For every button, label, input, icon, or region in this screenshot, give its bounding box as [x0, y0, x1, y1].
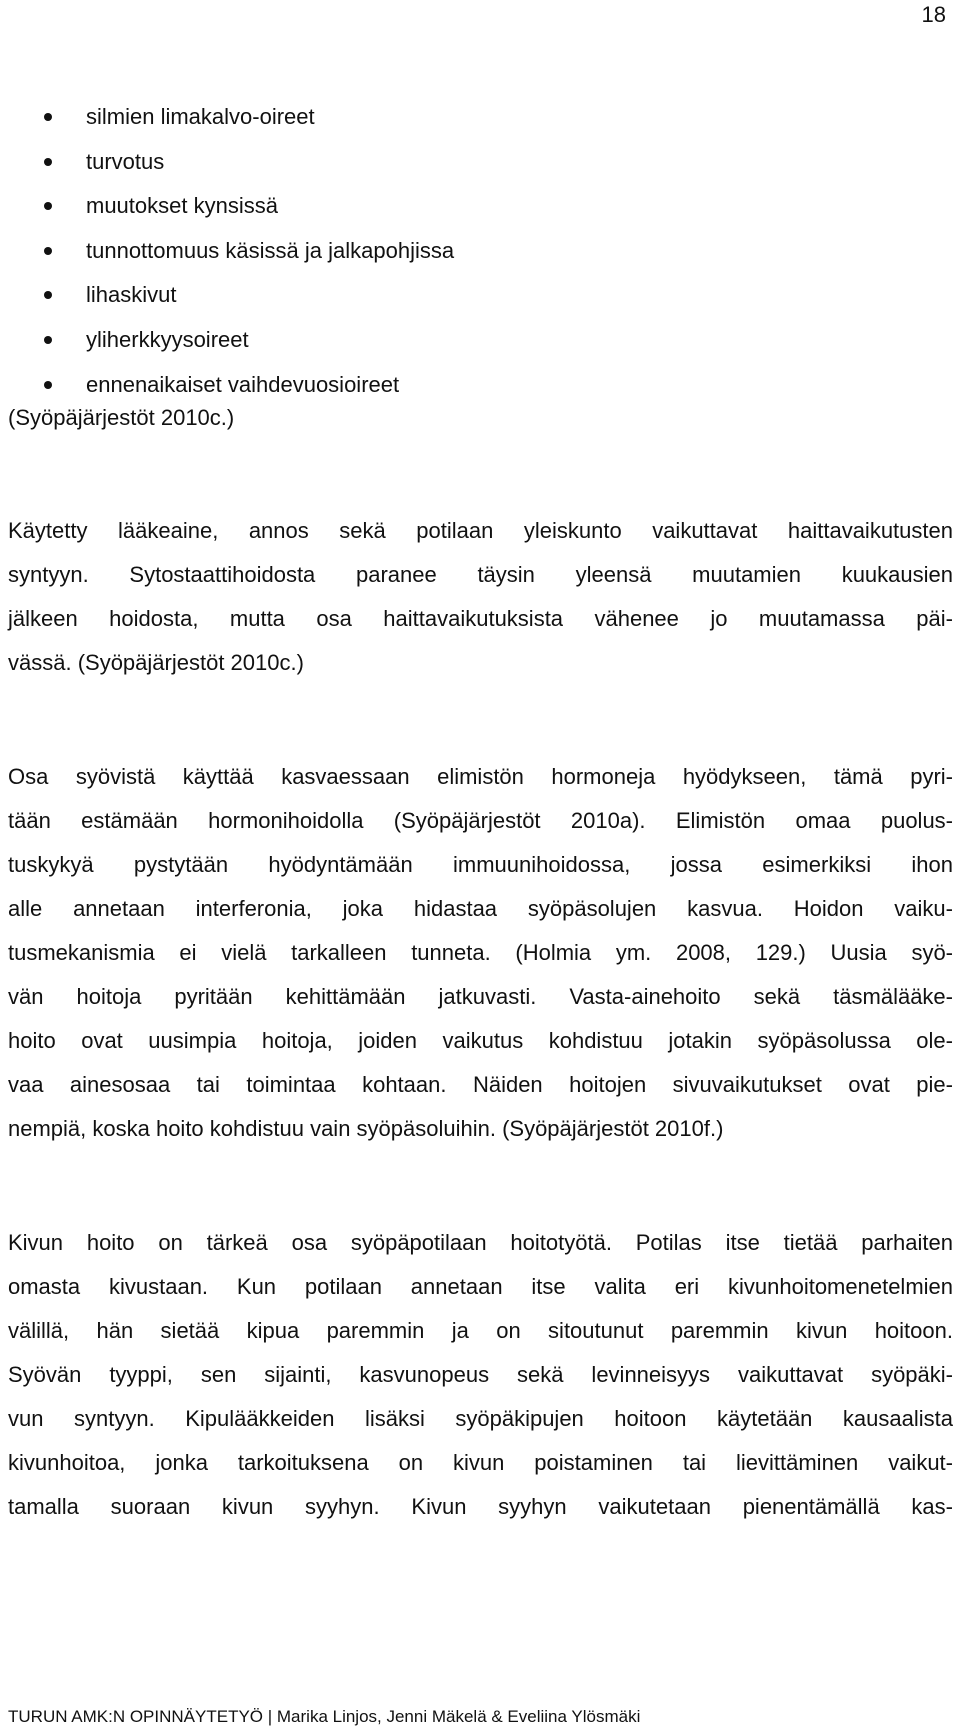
page-number: 18	[921, 2, 946, 27]
bullet-icon	[44, 158, 52, 166]
paragraph-line: tamalla suoraan kivun syyhyn. Kivun syyhyn vaikutetaan pienentämällä kas-	[8, 1494, 953, 1519]
paragraph-line: tuskykyä pystytään hyödyntämään immuunihoidossa, jossa esimerkiksi ihon	[8, 852, 953, 877]
paragraph-line: nempiä, koska hoito kohdistuu vain syöpäsoluihin. (Syöpäjärjestöt 2010f.)	[8, 1116, 724, 1141]
paragraph-line: välillä, hän sietää kipua paremmin ja on sitoutunut paremmin kivun hoitoon.	[8, 1318, 953, 1343]
bullet-icon	[44, 202, 52, 210]
paragraph-line: Syövän tyyppi, sen sijainti, kasvunopeus sekä levinneisyys vaikuttavat syöpäki-	[8, 1362, 953, 1387]
list-item-text: lihaskivut	[86, 282, 177, 308]
paragraph-line: vaa ainesosaa tai toimintaa kohtaan. Näiden hoitojen sivuvaikutukset ovat pie-	[8, 1072, 953, 1097]
bullet-icon	[44, 113, 52, 121]
list-item-text: muutokset kynsissä	[86, 193, 278, 219]
paragraph-line: vun syntyyn. Kipulääkkeiden lisäksi syöpäkipujen hoitoon käytetään kausaalista	[8, 1406, 953, 1431]
list-item-text: silmien limakalvo-oireet	[86, 104, 315, 129]
paragraph-line: tusmekanismia ei vielä tarkalleen tunneta. (Holmia ym. 2008, 129.) Uusia syö-	[8, 940, 953, 965]
bullet-icon	[44, 291, 52, 299]
paragraph-line: kivunhoitoa, jonka tarkoituksena on kivun poistaminen tai lievittäminen vaikut-	[8, 1450, 953, 1475]
bullet-icon	[44, 336, 52, 344]
paragraph-line: hoito ovat uusimpia hoitoja, joiden vaikutus kohdistuu jotakin syöpäsolussa ole-	[8, 1028, 953, 1053]
paragraph-line: vän hoitoja pyritään kehittämään jatkuvasti. Vasta-ainehoito sekä täsmälääke-	[8, 984, 953, 1009]
list-item-text: turvotus	[86, 148, 165, 174]
paragraph-line: vässä. (Syöpäjärjestöt 2010c.)	[8, 650, 304, 675]
paragraph-line: Kivun hoito on tärkeä osa syöpäpotilaan hoitotyötä. Potilas itse tietää parhaiten	[8, 1230, 953, 1255]
paragraph-line: omasta kivustaan. Kun potilaan annetaan itse valita eri kivunhoitomenetelmien	[8, 1274, 953, 1299]
paragraph-line: Käytetty lääkeaine, annos sekä potilaan yleiskunto vaikuttavat haittavaikutusten	[8, 518, 953, 543]
paragraph-line: Osa syövistä käyttää kasvaessaan elimistön hormoneja hyödykseen, tämä pyri-	[8, 764, 953, 789]
bullet-icon	[44, 381, 52, 389]
paragraph-line: alle annetaan interferonia, joka hidastaa syöpäsolujen kasvua. Hoidon vaiku-	[8, 896, 953, 921]
bullet-icon	[44, 247, 52, 255]
paragraph-line: syntyyn. Sytostaattihoidosta paranee täysin yleensä muutamien kuukausien	[8, 562, 953, 587]
paragraph-line: jälkeen hoidosta, mutta osa haittavaikutuksista vähenee jo muutamassa päi-	[8, 606, 953, 631]
paragraph-line: tään estämään hormonihoidolla (Syöpäjärjestöt 2010a). Elimistön omaa puolus-	[8, 808, 953, 833]
page-footer: TURUN AMK:N OPINNÄYTETYÖ | Marika Linjos, Jenni Mäkelä & Eveliina Ylösmäki	[8, 1707, 641, 1726]
bullet-citation: (Syöpäjärjestöt 2010c.)	[8, 405, 235, 430]
list-item-text: tunnottomuus käsissä ja jalkapohjissa	[86, 237, 455, 263]
list-item-text: yliherkkyysoireet	[86, 326, 249, 352]
list-item-text: ennenaikaiset vaihdevuosioireet	[86, 371, 400, 397]
